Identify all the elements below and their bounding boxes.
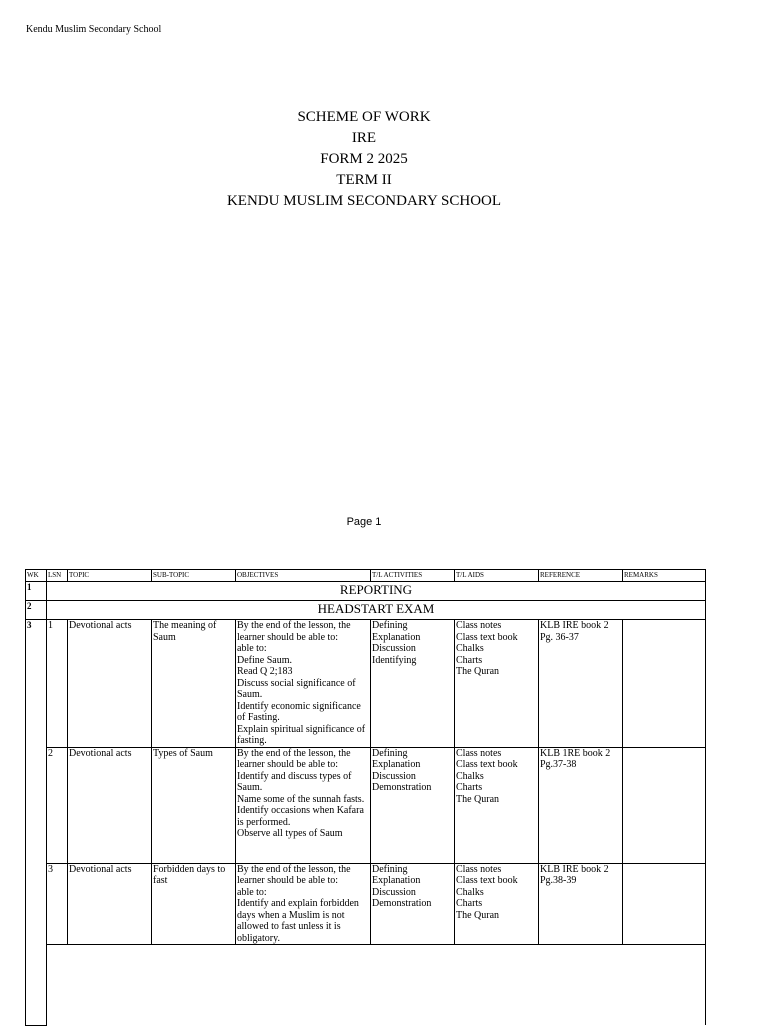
objective-line: Discuss social significance of Saum.	[237, 677, 356, 700]
reference-line: Pg. 36-37	[540, 631, 579, 643]
objective-line: Explain spiritual significance of fasting.	[237, 723, 366, 746]
aid-item: The Quran	[456, 909, 500, 921]
reference-cell	[539, 747, 623, 863]
activity-item: Discussion	[372, 643, 416, 654]
objective-line: Name some of the sunnah fasts.	[237, 793, 365, 805]
aids-cell	[455, 747, 539, 863]
reference-line: KLB IRE book 2	[540, 620, 609, 631]
table-row	[26, 601, 706, 620]
table-row	[26, 747, 706, 863]
table-row	[26, 582, 706, 601]
aid-item: Class notes	[456, 747, 502, 759]
activity-item: Demonstration	[372, 782, 432, 793]
reference-line: Pg.37-38	[540, 759, 577, 770]
reference-cell	[539, 863, 623, 945]
objectives-cell	[236, 620, 371, 748]
reference-cell	[539, 620, 623, 748]
activity-item: Discussion	[372, 886, 416, 898]
aid-item: Class notes	[456, 620, 502, 631]
scheme-of-work-table	[25, 569, 706, 1026]
lesson-number: 1	[47, 620, 68, 748]
objective-line: able to:	[237, 886, 267, 898]
document-header: Kendu Muslim Secondary School	[26, 24, 162, 35]
activity-item: Defining	[372, 747, 408, 759]
week-cell: 2	[26, 601, 47, 620]
title-line: FORM 2 2025	[320, 151, 408, 167]
aids-cell	[455, 620, 539, 748]
title-line: IRE	[351, 130, 377, 146]
reference-line: Pg.38-39	[540, 875, 577, 886]
aid-item: Class notes	[456, 863, 502, 875]
week-activity: HEADSTART EXAM	[47, 601, 706, 620]
activity-item: Explanation	[372, 875, 421, 886]
objective-line: Define Saum.	[237, 654, 292, 666]
column-header: TOPIC	[68, 570, 152, 582]
table-row	[26, 863, 706, 945]
aid-item: Chalks	[456, 770, 484, 782]
aid-item: Charts	[456, 654, 483, 666]
remarks-cell	[623, 863, 706, 945]
title-line: KENDU MUSLIM SECONDARY SCHOOL	[226, 193, 502, 209]
column-header: WK	[26, 570, 47, 582]
table-row	[26, 945, 706, 1026]
week-cell: 1	[26, 582, 47, 601]
objectives-cell	[236, 747, 371, 863]
activities-cell	[371, 863, 455, 945]
remarks-cell	[623, 620, 706, 748]
week-cell: 3	[26, 620, 47, 1026]
aid-item: Chalks	[456, 643, 484, 654]
reference-line: KLB 1RE book 2	[540, 747, 611, 759]
column-header: T/L ACTIVITIES	[371, 570, 455, 582]
column-header: SUB-TOPIC	[152, 570, 236, 582]
activity-item: Defining	[372, 620, 408, 631]
aid-item: Class text book	[456, 759, 518, 770]
activities-cell	[371, 747, 455, 863]
aid-item: The Quran	[456, 666, 500, 677]
objective-line: Identify economic significance of Fasting.	[237, 700, 361, 723]
column-header: OBJECTIVES	[236, 570, 371, 582]
objective-line: Identify and explain forbidden days when a Muslim is not allowed to fast unless it is obligatory.	[237, 898, 359, 944]
aids-cell	[455, 863, 539, 945]
topic-cell: Devotional acts	[68, 620, 152, 748]
aid-item: Class text book	[456, 875, 518, 886]
activity-item: Demonstration	[372, 898, 432, 909]
subtopic-cell: Types of Saum	[152, 747, 236, 863]
topic-cell: Devotional acts	[68, 863, 152, 945]
column-header: LSN	[47, 570, 68, 582]
column-header: REFERENCE	[539, 570, 623, 582]
remarks-cell	[623, 747, 706, 863]
subtopic-cell: Forbidden days to fast	[152, 863, 236, 945]
title-line: TERM II	[336, 172, 392, 188]
activity-item: Identifying	[372, 654, 417, 666]
table-row	[26, 620, 706, 748]
aid-item: Chalks	[456, 886, 484, 898]
activity-item: Explanation	[372, 631, 421, 643]
table-header-row	[26, 570, 706, 582]
aid-item: The Quran	[456, 793, 500, 805]
topic-cell: Devotional acts	[68, 747, 152, 863]
objective-line: Read Q 2;183	[237, 666, 293, 677]
page-number: Page 1	[346, 516, 382, 528]
activities-cell	[371, 620, 455, 748]
lesson-number: 3	[47, 863, 68, 945]
aid-item: Charts	[456, 898, 483, 909]
column-header: T/L AIDS	[455, 570, 539, 582]
objective-line: By the end of the lesson, the learner should be able to:	[237, 747, 351, 770]
objective-line: able to:	[237, 643, 267, 654]
column-header: REMARKS	[623, 570, 706, 582]
lesson-number: 2	[47, 747, 68, 863]
objective-line: Identify occasions when Kafara is performed.	[237, 805, 364, 828]
objective-line: By the end of the lesson, the learner should be able to:	[237, 620, 351, 643]
objective-line: Identify and discuss types of Saum.	[237, 770, 352, 793]
activity-item: Explanation	[372, 759, 421, 770]
title-line: SCHEME OF WORK	[297, 109, 431, 125]
title-block	[0, 107, 728, 212]
activity-item: Defining	[372, 863, 408, 875]
aid-item: Charts	[456, 782, 483, 793]
aid-item: Class text book	[456, 631, 518, 643]
objective-line: By the end of the lesson, the learner should be able to:	[237, 863, 351, 886]
week-activity: REPORTING	[47, 582, 706, 601]
objectives-cell	[236, 863, 371, 945]
objective-line: Observe all types of Saum	[237, 828, 343, 839]
reference-line: KLB IRE book 2	[540, 863, 609, 875]
subtopic-cell: The meaning of Saum	[152, 620, 236, 748]
activity-item: Discussion	[372, 770, 416, 782]
empty-row	[47, 945, 706, 1026]
